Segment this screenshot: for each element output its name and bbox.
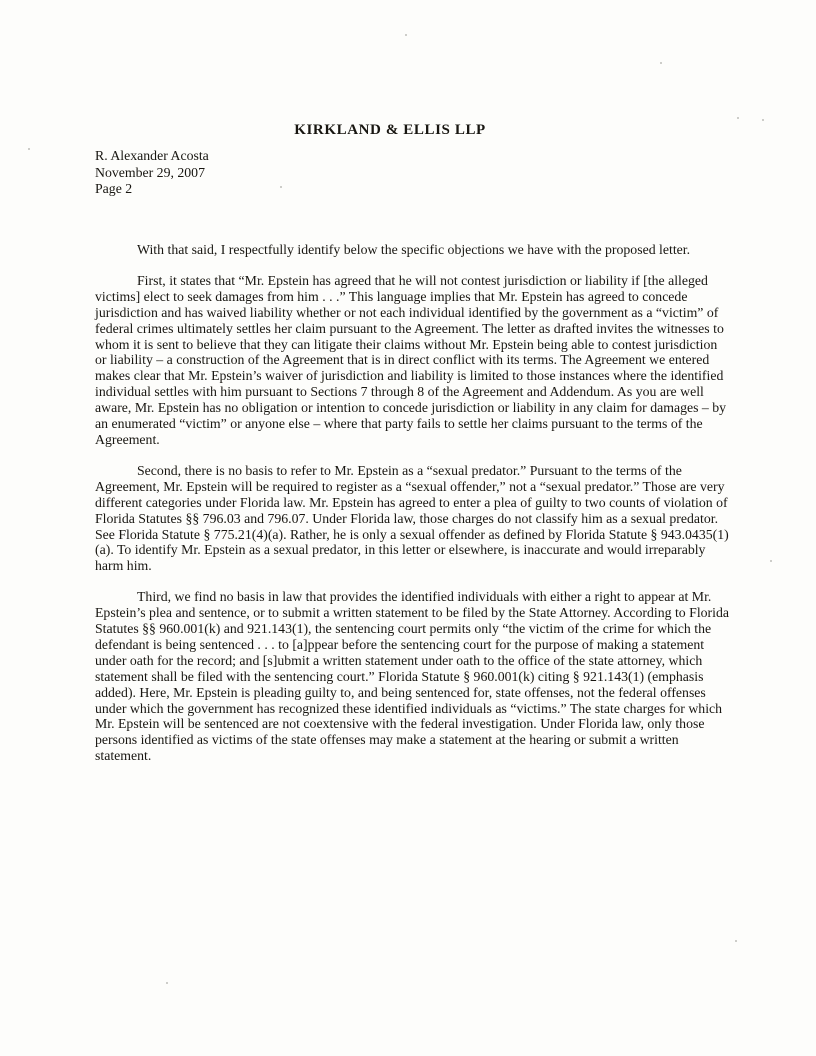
paragraph-intro: With that said, I respectfully identify below the specific objections we have with the proposed letter. — [137, 242, 691, 257]
letterhead: KIRKLAND & ELLIS LLP — [294, 122, 486, 138]
scan-speck — [770, 560, 772, 562]
paragraph-third-objection: Third, we find no basis in law that provides the identified individuals with either a right to appear at Mr. Epstein’s plea and sentence, or to submit a written statement to be filed by the State Attorney. According to Florida Statutes §§ 960.001(k) and 921.143(1), the sentencing court permits only “the victim of the crime for which the defendant is being sentenced . . . to [a]ppear before the sentencing court for the purpose of making a statement under oath for the record; and [s]ubmit a written statement under oath to the office of the state attorney, which statement shall be filed with the sentencing court.” Florida Statute § 960.001(k) citing § 921.143(1) (emphasis added). Here, Mr. Epstein is pleading guilty to, and being sentenced for, state offenses, not the federal offenses under which the government has recognized these identified individuals as “victims.” The state charges for which Mr. Epstein will be sentenced are not coextensive with the federal investigation. Under Florida law, only those persons identified as victims of the state offenses may make a statement at the hearing or submit a written statement. — [95, 589, 729, 764]
scan-speck — [762, 119, 764, 121]
letter-body — [95, 242, 731, 779]
page-number: Page 2 — [95, 181, 133, 196]
scan-speck — [660, 62, 662, 64]
recipient-name: R. Alexander Acosta — [95, 148, 209, 163]
scan-speck — [405, 34, 407, 36]
address-block — [95, 148, 209, 198]
letter-date: November 29, 2007 — [95, 164, 205, 180]
scan-speck — [166, 982, 168, 984]
paragraph-second-objection: Second, there is no basis to refer to Mr. Epstein as a “sexual predator.” Pursuant to the terms of the Agreement, Mr. Epstein will be required to register as a “sexual offender,” not a “sexual predator.” Those are very different categories under Florida law. Mr. Epstein has agreed to enter a plea of guilty to two counts of violation of Florida Statutes §§ 796.03 and 796.07. Under Florida law, those charges do not classify him as a sexual predator. See Florida Statute § 775.21(4)(a). Rather, he is only a sexual offender as defined by Florida Statute § 943.0435(1)(a). To identify Mr. Epstein as a sexual predator, in this letter or elsewhere, is inaccurate and would irreparably harm him. — [95, 462, 729, 574]
scan-speck — [735, 940, 737, 942]
scan-speck — [28, 148, 30, 150]
scan-speck — [737, 117, 739, 119]
paragraph-first-objection: First, it states that “Mr. Epstein has agreed that he will not contest jurisdiction or liability if [the alleged victims] elect to seek damages from him . . .” This language implies that Mr. Epstein has agreed to concede jurisdiction and has waived liability whether or not each individual identified by the government as a “victim” of federal crimes ultimately settles her claim pursuant to the Agreement. The letter as drafted invites the witnesses to whom it is sent to believe that they can litigate their claims without Mr. Epstein being able to contest jurisdiction or liability – a construction of the Agreement that is in direct conflict with its terms. The Agreement we entered makes clear that Mr. Epstein’s waiver of jurisdiction and liability is limited to those instances where the identified individual settles with him pursuant to Sections 7 through 8 of the Agreement and Addendum. As you are well aware, Mr. Epstein has no obligation or intention to concede jurisdiction or liability in any claim for damages – by an enumerated “victim” or anyone else – where that party fails to settle her claims pursuant to the terms of the Agreement. — [95, 272, 727, 447]
scan-speck — [280, 186, 282, 188]
